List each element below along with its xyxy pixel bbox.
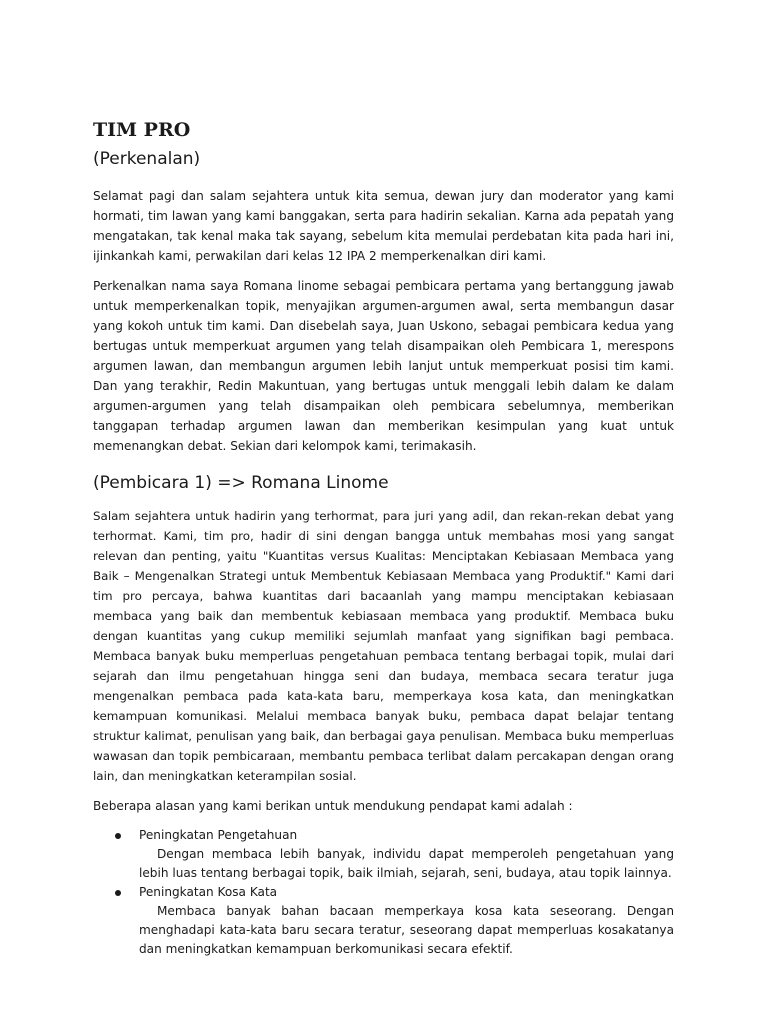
- bullet-icon: [115, 833, 121, 839]
- document-page: [93, 116, 674, 959]
- intro-paragraph-1: Selamat pagi dan salam sejahtera untuk kita semua, dewan jury dan moderator yang kami hormati, tim lawan yang kami banggakan, serta para hadirin sekalian. Karna ada pepatah yang mengatakan, tak kenal maka tak sayang, sebelum kita memulai perdebatan kita pada hari ini, ijinkankah kami, perwakilan dari kelas 12 IPA 2 memperkenalkan diri kami.: [93, 189, 674, 263]
- list-item: [93, 826, 674, 883]
- list-item-body: Membaca banyak bahan bacaan memperkaya kosa kata seseorang. Dengan menghadapi kata-kata baru secara teratur, seseorang dapat memperluas kosakatanya dan meningkatkan kemampuan berkomunikasi secara efektif.: [139, 904, 674, 956]
- bullet-icon: [115, 890, 121, 896]
- document-title: TIM PRO: [93, 119, 191, 141]
- document-subtitle: (Perkenalan): [93, 149, 201, 169]
- list-item-title: Peningkatan Kosa Kata: [139, 885, 278, 899]
- list-item-body: Dengan membaca lebih banyak, individu dapat memperoleh pengetahuan yang lebih luas tentang berbagai topik, baik ilmiah, sejarah, seni, budaya, atau topik lainnya.: [139, 847, 674, 880]
- speaker-paragraph-1: Salam sejahtera untuk hadirin yang terhormat, para juri yang adil, dan rekan-rekan debat yang terhormat. Kami, tim pro, hadir di sini dengan bangga untuk membahas mosi yang sangat relevan dan penting, yaitu "Kuantitas versus Kualitas: Menciptakan Kebiasaan Membaca yang Baik – Mengenalkan Strategi untuk Membentuk Kebiasaan Membaca yang Produktif." Kami dari tim pro percaya, bahwa kuantitas dari bacaanlah yang mampu menciptakan kebiasaan membaca yang baik dan membentuk kebiasaan membaca yang produktif. Membaca buku dengan kuantitas yang cukup memiliki sejumlah manfaat yang signifikan bagi pembaca. Membaca banyak buku memperluas pengetahuan pembaca tentang berbagai topik, mulai dari sejarah dan ilmu pengetahuan hingga seni dan budaya, membaca secara teratur juga mengenalkan pembaca pada kata-kata baru, memperkaya kosa kata, dan meningkatkan kemampuan komunikasi. Melalui membaca banyak buku, pembaca dapat belajar tentang struktur kalimat, penulisan yang baik, dan berbagai gaya penulisan. Membaca buku memperluas wawasan dan topik pembicaraan, membantu pembaca terlibat dalam percakapan dengan orang lain, dan meningkatkan keterampilan sosial.: [93, 509, 674, 783]
- intro-paragraph-2: Perkenalkan nama saya Romana linome sebagai pembicara pertama yang bertanggung jawab untuk memperkenalkan topik, menyajikan argumen-argumen awal, serta membangun dasar yang kokoh untuk tim kami. Dan disebelah saya, Juan Uskono, sebagai pembicara kedua yang bertugas untuk memperkuat argumen yang telah disampaikan oleh Pembicara 1, merespons argumen lawan, dan membangun argumen lebih lanjut untuk memperkuat posisi tim kami. Dan yang terakhir, Redin Makuntuan, yang bertugas untuk menggali lebih dalam ke dalam argumen-argumen yang telah disampaikan oleh pembicara sebelumnya, memberikan tanggapan terhadap argumen lawan dan memberikan kesimpulan yang kuat untuk memenangkan debat. Sekian dari kelompok kami, terimakasih.: [93, 279, 674, 453]
- reasons-list: [93, 826, 674, 959]
- list-item-title: Peningkatan Pengetahuan: [139, 828, 298, 842]
- list-item: [93, 883, 674, 959]
- section-heading-speaker-1: (Pembicara 1) => Romana Linome: [93, 473, 389, 493]
- speaker-paragraph-2: Beberapa alasan yang kami berikan untuk mendukung pendapat kami adalah :: [93, 799, 573, 813]
